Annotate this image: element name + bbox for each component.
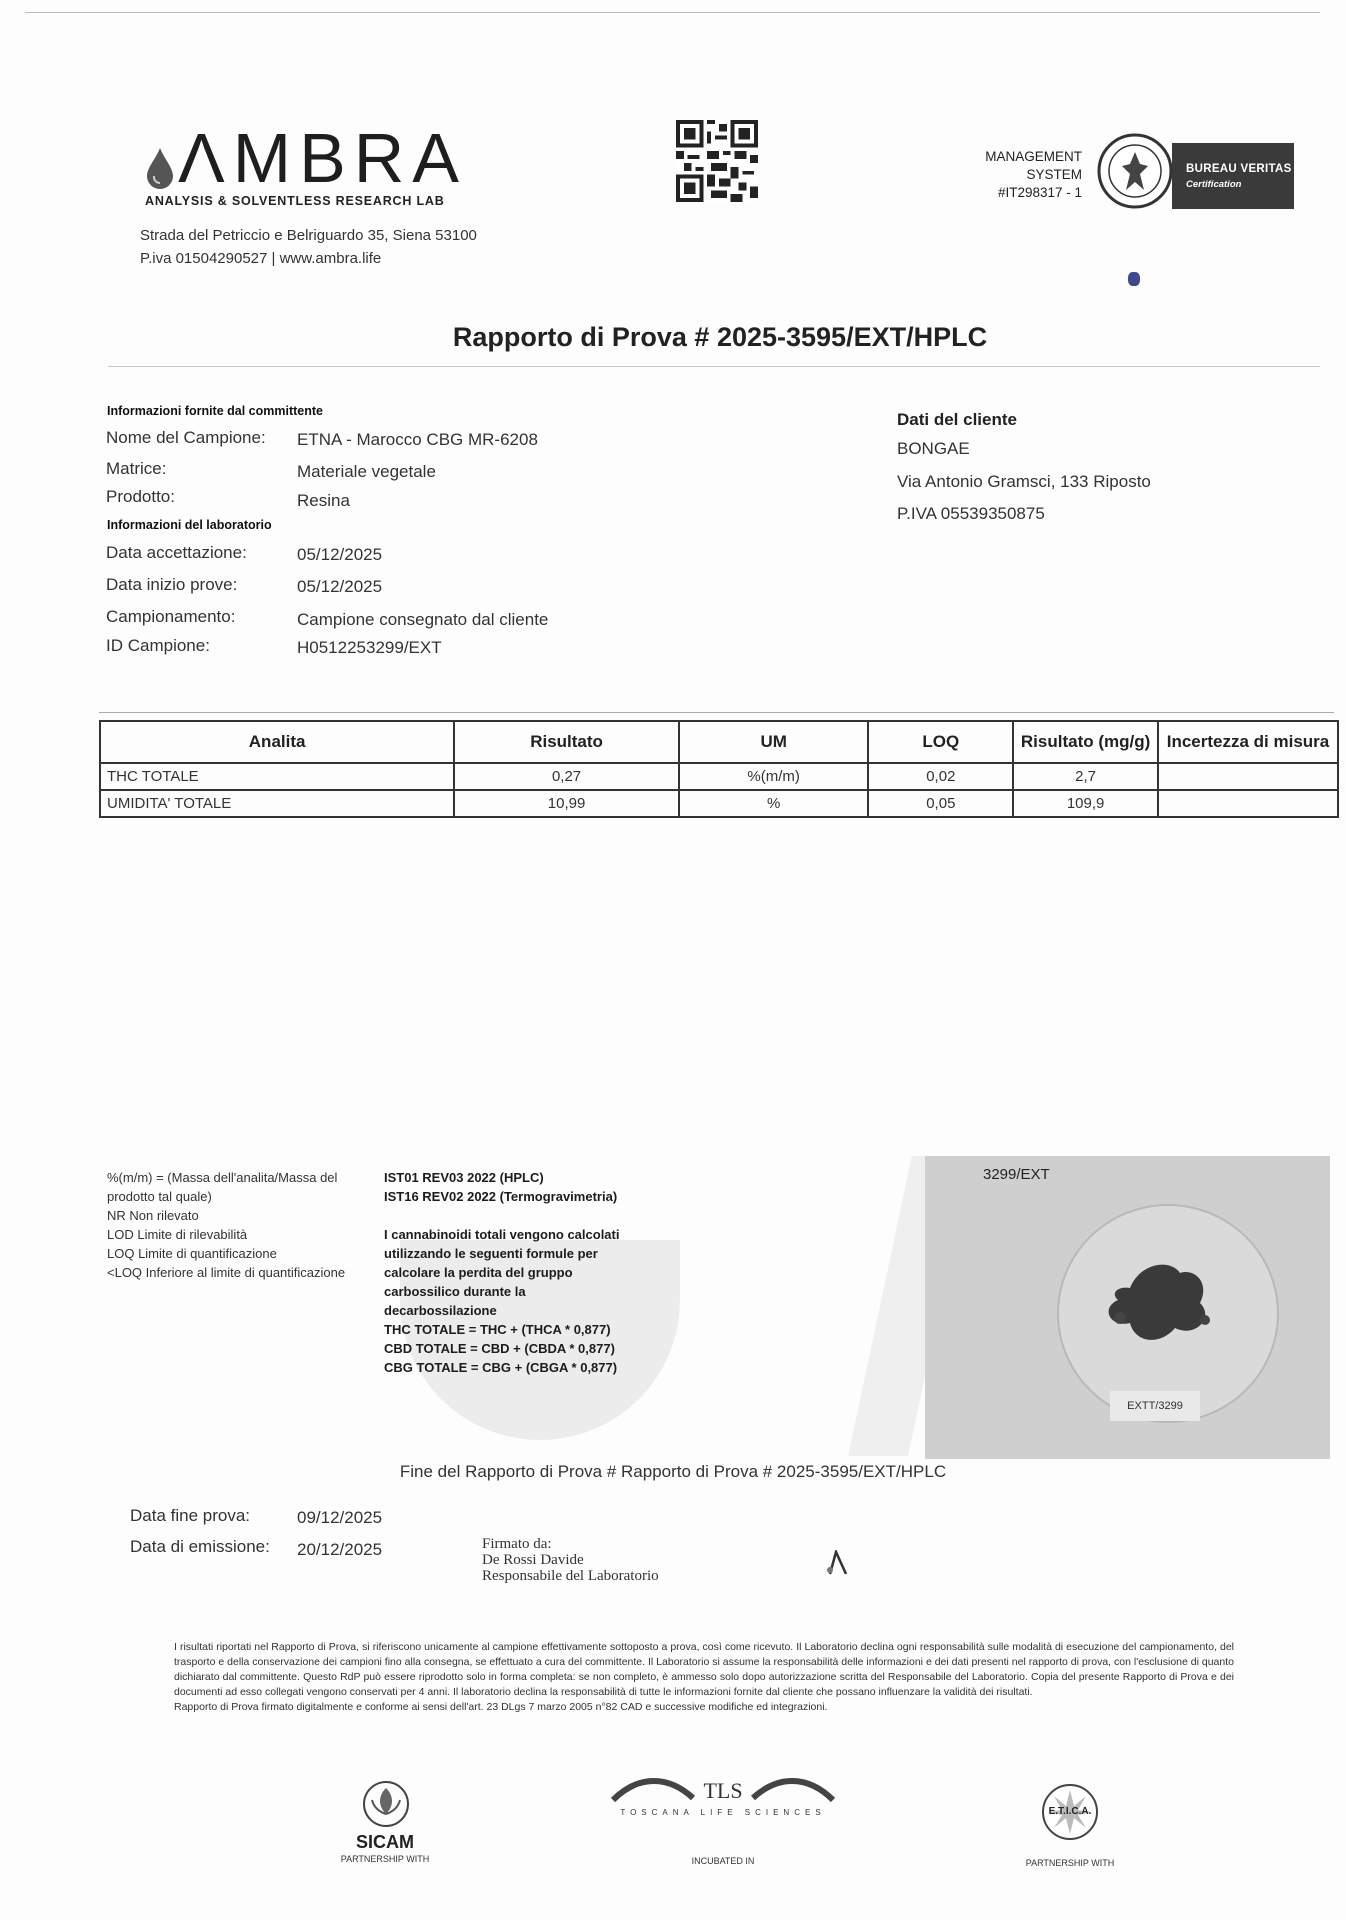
etica-caption: PARTNERSHIP WITH [1025,1858,1115,1868]
title-divider [108,366,1320,367]
header-analita: Analita [100,721,454,763]
cell-incertezza [1158,763,1338,790]
cell-risultato-mgg: 109,9 [1013,790,1158,817]
header-risultato-mgg: Risultato (mg/g) [1013,721,1158,763]
client-name: BONGAE [897,439,970,458]
label-id-campione: ID Campione: [106,636,210,655]
cell-analita: UMIDITA' TOTALE [100,790,454,817]
laboratorio-heading: Informazioni del laboratorio [107,518,272,532]
cell-risultato-mgg: 2,7 [1013,763,1158,790]
value-data-inizio: 05/12/2025 [297,577,383,596]
legend-block: %(m/m) = (Massa dell'analita/Massa del prodotto tal quale) NR Non rilevato LOD Limite di rilevabilità LOQ Limite di quantificazione <LOQ Inferiore al limite di quantificazione [107,1170,346,1280]
value-prodotto: Resina [297,491,350,510]
disclaimer: I risultati riportati nel Rapporto di Prova, si riferiscono unicamente al campione effettivamente sottoposto a prova, così come ricevuto. Il Laboratorio declina ogni responsabilità sulle modalità di esecuzione del campionamento, del trasporto e della conservazione dei campioni fino alla consegna, se effettuato a cura del committente. Il Laboratorio si assume la responsabilità delle informazioni e dei dati presenti nel rapporto di prova, con l'esclusione di quanto dichiarato dal committente. Questo RdP può essere riprodotto solo in forma completa: se non completo, è ammesso solo dopo autorizzazione scritta del Responsabile del Laboratorio. Copia del presente Rapporto di Prova e dei documenti ad esso collegati vengono conservati per 4 anni. Il laboratorio declina la responsabilità di tutte le informazioni fornite dal cliente che possano influenzare la validità dei risultati. Rapporto di Prova firmato digitalmente e conforme ai sensi dell'art. 23 DLgs 7 marzo 2005 n°82 CAD e successive modifiche ed integrazioni. [174,1641,1234,1713]
signature-mark-icon [826,1550,848,1581]
cell-risultato: 10,99 [454,790,679,817]
logo-drop-icon [145,146,175,195]
value-data-accettazione: 05/12/2025 [297,545,383,564]
header-um: UM [679,721,869,763]
sample-photo [925,1156,1330,1459]
sicam-logo-icon [356,1780,416,1834]
label-data-accettazione: Data accettazione: [106,543,247,562]
sample-tag: EXTT/3299 [1110,1391,1200,1421]
header-risultato: Risultato [454,721,679,763]
cell-analita: THC TOTALE [100,763,454,790]
ink-spot [1128,272,1140,286]
label-data-fine: Data fine prova: [130,1506,251,1525]
resin-sample-icon [1100,1258,1220,1348]
results-table-container [99,712,1346,827]
value-data-emissione: 20/12/2025 [297,1540,383,1559]
cell-loq: 0,05 [868,790,1013,817]
results-table [99,720,1339,818]
client-address: Via Antonio Gramsci, 133 Riposto [897,472,1151,491]
cell-incertezza [1158,790,1338,817]
header-incertezza: Incertezza di misura [1158,721,1338,763]
table-row [100,790,1338,817]
photo-label: 3299/EXT [983,1166,1050,1183]
label-nome-campione: Nome del Campione: [106,428,266,447]
bureau-veritas-seal-icon [1096,130,1174,212]
cell-loq: 0,02 [868,763,1013,790]
value-data-fine: 09/12/2025 [297,1508,383,1527]
logo-text: ΛMBRA [178,119,467,197]
label-prodotto: Prodotto: [106,487,175,506]
tls-sub: TOSCANA LIFE SCIENCES [620,1808,826,1817]
committente-heading: Informazioni fornite dal committente [107,404,323,418]
sicam-name: SICAM [356,1832,414,1852]
bureau-veritas-badge: BUREAU VERITAS Certification [1172,143,1294,209]
lab-address: Strada del Petriccio e Belriguardo 35, Siena 53100 P.iva 01504290527 | www.ambra.life [140,227,477,267]
end-of-report: Fine del Rapporto di Prova # Rapporto di Prova # 2025-3595/EXT/HPLC [399,1462,947,1481]
methods-block: IST01 REV03 2022 (HPLC) IST16 REV02 2022 (Termogravimetria) I cannabinoidi totali vengono calcolati utilizzando le seguenti formule per calcolare la perdita del gruppo carbossilico durante la decarbossilazione THC TOTALE = THC + (THCA * 0,877) CBD TOTALE = CBD + (CBDA * 0,877) CBG TOTALE = CBG + (CBGA * 0,877) [384,1170,620,1375]
client-heading: Dati del cliente [897,410,1017,429]
cell-um: %(m/m) [679,763,869,790]
value-nome-campione: ETNA - Marocco CBG MR-6208 [297,430,538,449]
cell-um: % [679,790,869,817]
signature-block: Firmato da: De Rossi Davide Responsabile del Laboratorio [482,1536,659,1584]
report-title: Rapporto di Prova # 2025-3595/EXT/HPLC [452,322,988,352]
value-id-campione: H0512253299/EXT [297,638,442,657]
etica-name: E.T.I.C.A. [1048,1806,1092,1817]
sicam-caption: PARTNERSHIP WITH [340,1854,430,1864]
label-campionamento: Campionamento: [106,607,236,626]
label-matrice: Matrice: [106,459,167,478]
qr-code-icon [676,120,758,202]
label-data-inizio: Data inizio prove: [106,575,238,594]
table-header-row [100,721,1338,763]
page-top-border [25,12,1320,13]
logo-tagline: ANALYSIS & SOLVENTLESS RESEARCH LAB [145,194,445,208]
value-matrice: Materiale vegetale [297,462,436,481]
management-system-text: MANAGEMENT SYSTEM #IT298317 - 1 [985,149,1082,200]
tls-name: TLS [703,1778,743,1803]
value-campionamento: Campione consegnato dal cliente [297,610,549,629]
table-row [100,763,1338,790]
tls-caption: INCUBATED IN [691,1856,755,1866]
header-loq: LOQ [868,721,1013,763]
client-piva: P.IVA 05539350875 [897,504,1045,523]
label-data-emissione: Data di emissione: [130,1537,270,1556]
cell-risultato: 0,27 [454,763,679,790]
